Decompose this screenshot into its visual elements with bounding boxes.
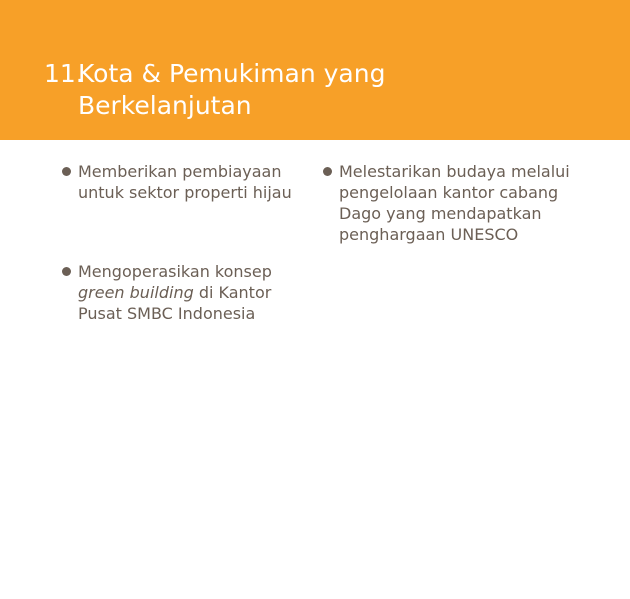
bullet-line: penghargaan UNESCO	[339, 225, 519, 244]
bullet-text	[339, 161, 579, 245]
section-number: 11.	[44, 59, 84, 88]
bullet-line: Pusat SMBC Indonesia	[78, 304, 256, 323]
bullet-line: Memberikan pembiayaan	[78, 162, 282, 181]
bullet-emphasis: green building	[78, 283, 194, 302]
section-header	[0, 0, 630, 140]
bullet-line: Dago yang mendapatkan	[339, 204, 542, 223]
bullet-dot-icon	[62, 167, 71, 176]
section-title	[78, 58, 438, 122]
section-title-line-1: Kota & Pemukiman yang	[78, 59, 386, 88]
bullet-item-green-financing	[78, 161, 303, 203]
bullet-item-green-building	[78, 261, 303, 324]
bullet-dot-icon	[62, 267, 71, 276]
bullet-line: Mengoperasikan konsep	[78, 262, 272, 281]
bullet-line-rest: di Kantor	[193, 283, 272, 302]
bullet-line: pengelolaan kantor cabang	[339, 183, 559, 202]
bullet-item-cultural-preservation	[339, 161, 579, 245]
bullet-dot-icon	[323, 167, 332, 176]
bullet-line: Melestarikan budaya melalui	[339, 162, 570, 181]
bullet-line: untuk sektor properti hijau	[78, 183, 292, 202]
section-title-line-2: Berkelanjutan	[78, 91, 252, 120]
bullet-text	[78, 161, 303, 203]
bullet-text	[78, 261, 303, 324]
bullet-line	[78, 282, 303, 303]
